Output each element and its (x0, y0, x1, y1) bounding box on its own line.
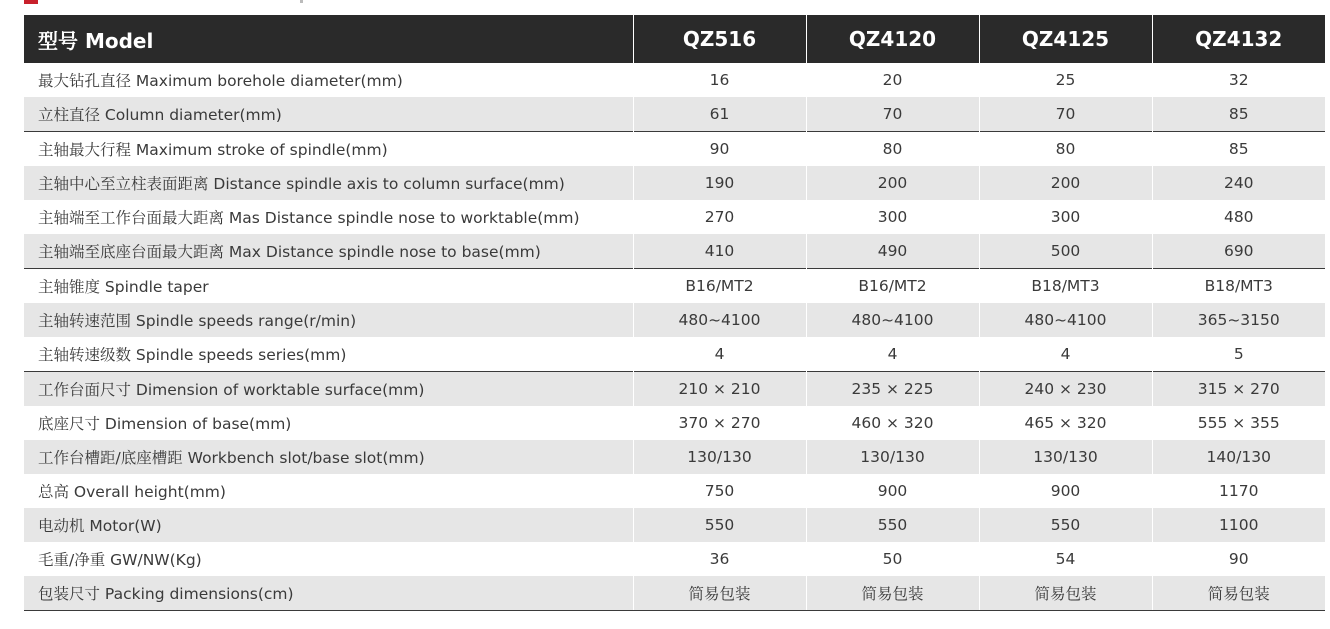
row-value: 90 (1152, 542, 1325, 576)
row-value: 130/130 (979, 440, 1152, 474)
row-value: B18/MT3 (979, 269, 1152, 304)
row-param: 底座尺寸 Dimension of base(mm) (24, 406, 633, 440)
row-param: 主轴转速范围 Spindle speeds range(r/min) (24, 303, 633, 337)
row-value: 61 (633, 97, 806, 132)
table-row (24, 234, 1325, 269)
row-param: 总高 Overall height(mm) (24, 474, 633, 508)
row-value: 200 (806, 166, 979, 200)
row-value: 4 (979, 337, 1152, 372)
row-value: 200 (979, 166, 1152, 200)
row-value: 90 (633, 132, 806, 167)
row-value: 315 × 270 (1152, 372, 1325, 407)
row-value: 190 (633, 166, 806, 200)
row-value: 460 × 320 (806, 406, 979, 440)
table-row (24, 97, 1325, 132)
header-row (24, 15, 1325, 63)
row-value: 简易包装 (979, 576, 1152, 611)
row-value: 750 (633, 474, 806, 508)
row-value: 240 (1152, 166, 1325, 200)
row-param: 主轴锥度 Spindle taper (24, 269, 633, 304)
row-value: 5 (1152, 337, 1325, 372)
table-row (24, 269, 1325, 304)
row-value: 480~4100 (979, 303, 1152, 337)
row-param: 工作台槽距/底座槽距 Workbench slot/base slot(mm) (24, 440, 633, 474)
row-value: 130/130 (806, 440, 979, 474)
row-value: 480~4100 (806, 303, 979, 337)
table-row (24, 337, 1325, 372)
row-value: 235 × 225 (806, 372, 979, 407)
table-row (24, 474, 1325, 508)
row-value: 80 (806, 132, 979, 167)
row-value: 370 × 270 (633, 406, 806, 440)
row-value: 690 (1152, 234, 1325, 269)
row-param: 主轴转速级数 Spindle speeds series(mm) (24, 337, 633, 372)
row-value: 240 × 230 (979, 372, 1152, 407)
row-value: 270 (633, 200, 806, 234)
row-value: 36 (633, 542, 806, 576)
spec-table (24, 15, 1325, 611)
row-value: 300 (979, 200, 1152, 234)
row-value: 550 (979, 508, 1152, 542)
row-value: 365~3150 (1152, 303, 1325, 337)
table-row (24, 132, 1325, 167)
header-model: QZ4132 (1152, 15, 1325, 63)
table-row (24, 166, 1325, 200)
row-param: 毛重/净重 GW/NW(Kg) (24, 542, 633, 576)
row-value: 简易包装 (806, 576, 979, 611)
row-value: 简易包装 (633, 576, 806, 611)
header-model: QZ4125 (979, 15, 1152, 63)
row-value: 简易包装 (1152, 576, 1325, 611)
row-value: 900 (979, 474, 1152, 508)
row-value: 32 (1152, 63, 1325, 97)
row-value: B18/MT3 (1152, 269, 1325, 304)
row-value: 500 (979, 234, 1152, 269)
row-value: 4 (806, 337, 979, 372)
row-param: 立柱直径 Column diameter(mm) (24, 97, 633, 132)
table-row (24, 63, 1325, 97)
row-value: 550 (633, 508, 806, 542)
table-row (24, 372, 1325, 407)
title-residue-mark (300, 0, 303, 3)
row-value: 80 (979, 132, 1152, 167)
row-param: 主轴端至工作台面最大距离 Mas Distance spindle nose to worktable(mm) (24, 200, 633, 234)
table-row (24, 542, 1325, 576)
row-value: 480~4100 (633, 303, 806, 337)
table-row (24, 508, 1325, 542)
table-row (24, 200, 1325, 234)
row-value: 555 × 355 (1152, 406, 1325, 440)
header-model: QZ4120 (806, 15, 979, 63)
row-param: 工作台面尺寸 Dimension of worktable surface(mm) (24, 372, 633, 407)
row-value: 490 (806, 234, 979, 269)
table-row (24, 303, 1325, 337)
row-value: 130/130 (633, 440, 806, 474)
row-param: 电动机 Motor(W) (24, 508, 633, 542)
row-value: 1100 (1152, 508, 1325, 542)
row-value: 210 × 210 (633, 372, 806, 407)
title-accent-mark (24, 0, 38, 4)
row-value: 4 (633, 337, 806, 372)
row-value: 20 (806, 63, 979, 97)
header-param: 型号 Model (24, 15, 633, 63)
row-param: 主轴最大行程 Maximum stroke of spindle(mm) (24, 132, 633, 167)
table-row (24, 576, 1325, 611)
row-value: 70 (979, 97, 1152, 132)
row-value: 140/130 (1152, 440, 1325, 474)
row-param: 主轴中心至立柱表面距离 Distance spindle axis to column surface(mm) (24, 166, 633, 200)
table-row (24, 406, 1325, 440)
row-value: 70 (806, 97, 979, 132)
row-value: 85 (1152, 132, 1325, 167)
row-value: 300 (806, 200, 979, 234)
row-value: 54 (979, 542, 1152, 576)
row-param: 包装尺寸 Packing dimensions(cm) (24, 576, 633, 611)
row-value: 85 (1152, 97, 1325, 132)
row-param: 主轴端至底座台面最大距离 Max Distance spindle nose to base(mm) (24, 234, 633, 269)
row-value: 900 (806, 474, 979, 508)
row-value: 465 × 320 (979, 406, 1152, 440)
row-value: B16/MT2 (806, 269, 979, 304)
row-value: 550 (806, 508, 979, 542)
row-value: 25 (979, 63, 1152, 97)
table-row (24, 440, 1325, 474)
row-value: 480 (1152, 200, 1325, 234)
row-value: B16/MT2 (633, 269, 806, 304)
row-value: 1170 (1152, 474, 1325, 508)
row-value: 50 (806, 542, 979, 576)
row-param: 最大钻孔直径 Maximum borehole diameter(mm) (24, 63, 633, 97)
row-value: 410 (633, 234, 806, 269)
header-model: QZ516 (633, 15, 806, 63)
row-value: 16 (633, 63, 806, 97)
